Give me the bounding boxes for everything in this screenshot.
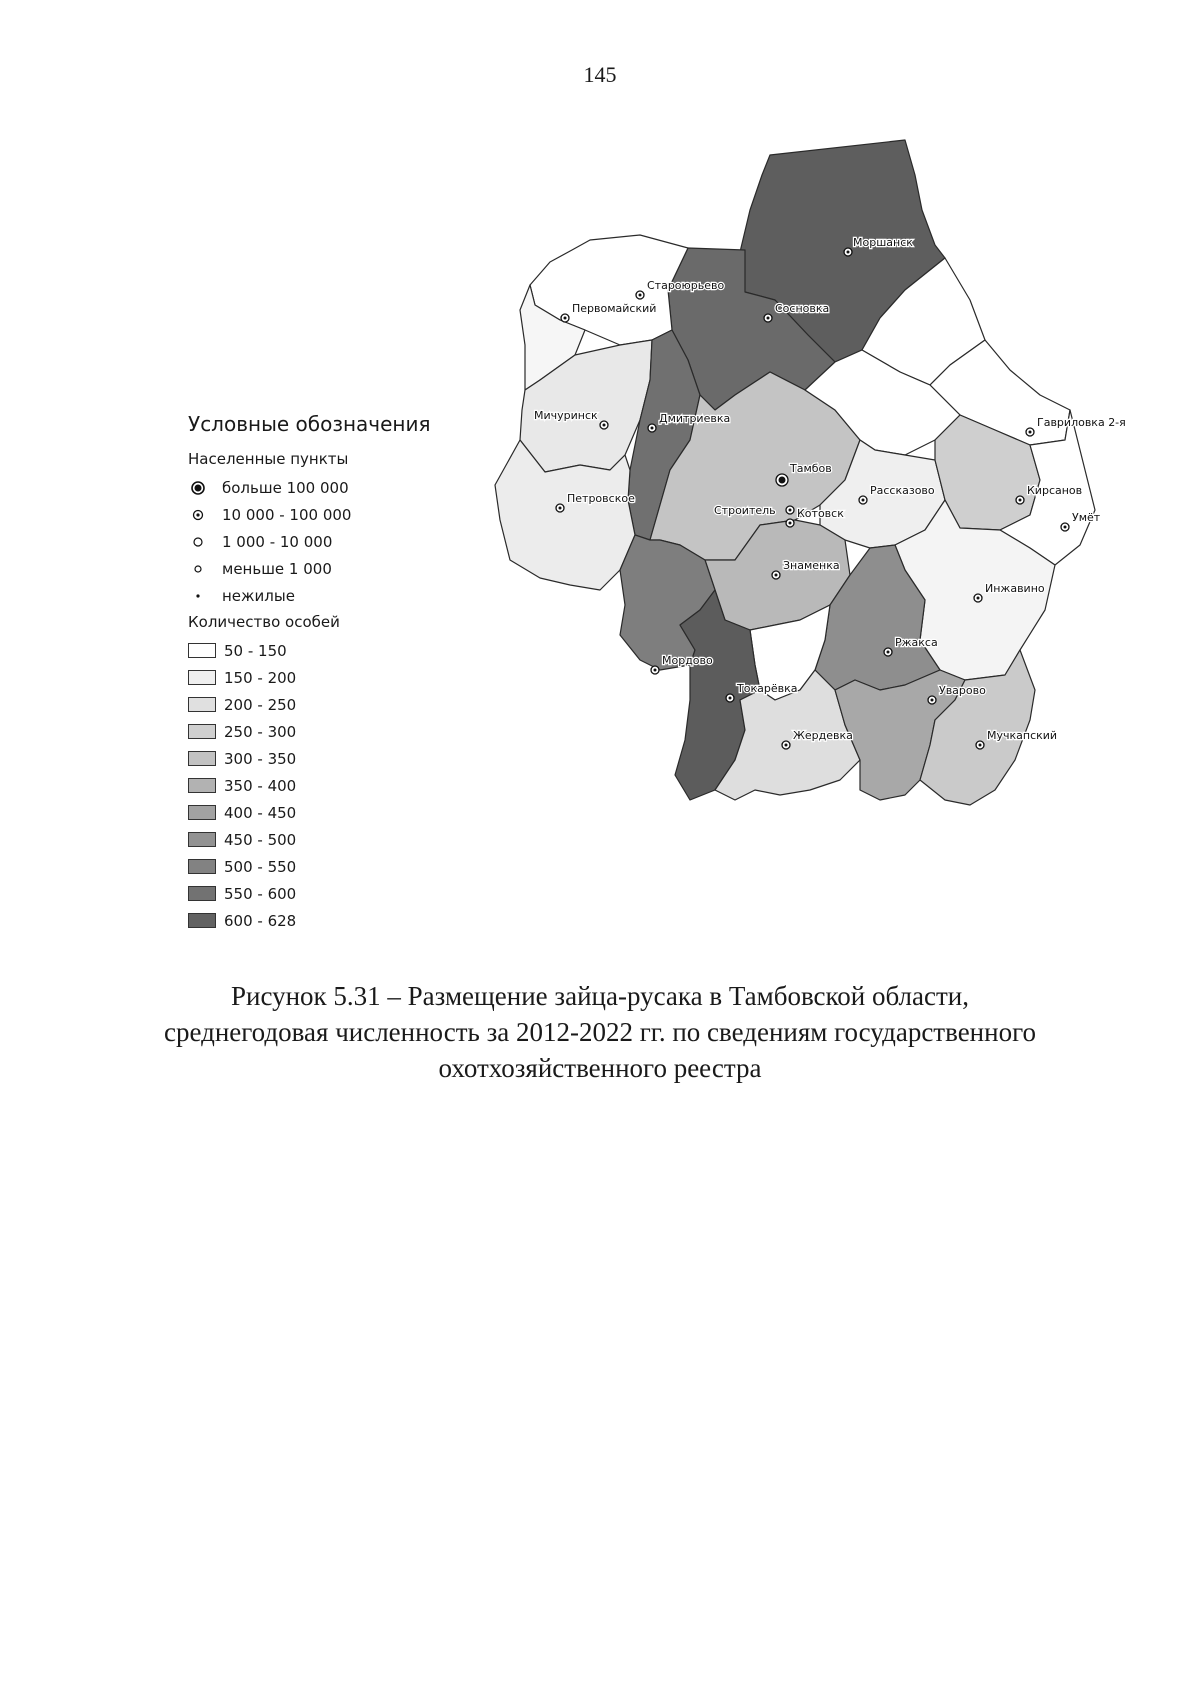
legend-class-label: 250 - 300 bbox=[224, 722, 297, 741]
legend-class-row bbox=[188, 691, 431, 718]
legend-class-label: 150 - 200 bbox=[224, 668, 297, 687]
town-label-stroitel: Строитель bbox=[714, 504, 776, 517]
legend-class-swatch bbox=[188, 697, 216, 712]
town-label-muchkap: Мучкапский bbox=[987, 729, 1058, 742]
caption-line-1: Рисунок 5.31 – Размещение зайца-русака в Тамбовской области, bbox=[231, 981, 969, 1011]
legend-class-row bbox=[188, 718, 431, 745]
town-label-rasskazovo: Рассказово bbox=[870, 484, 935, 497]
caption-line-2: среднегодовая численность за 2012-2022 гг. по сведениям государственного bbox=[164, 1017, 1036, 1047]
town-label-tokarevka: Токарёвка bbox=[737, 682, 798, 695]
town-label-inzhavino: Инжавино bbox=[985, 582, 1045, 595]
legend-settlement-label: 10 000 - 100 000 bbox=[222, 505, 352, 524]
legend-settlement-uninhabited bbox=[188, 582, 431, 609]
legend-class-row bbox=[188, 907, 431, 934]
legend-class-swatch bbox=[188, 751, 216, 766]
legend-class-swatch bbox=[188, 832, 216, 847]
town-label-mordovo: Мордово bbox=[662, 654, 713, 667]
map-legend bbox=[188, 412, 431, 934]
legend-settlements-title: Населенные пункты bbox=[188, 450, 349, 468]
legend-count-title: Количество особей bbox=[188, 613, 340, 631]
legend-class-label: 600 - 628 bbox=[224, 911, 297, 930]
town-label-petrovskoe: Петровское bbox=[567, 492, 635, 505]
legend-class-label: 500 - 550 bbox=[224, 857, 297, 876]
uninhabited-icon bbox=[188, 588, 208, 604]
legend-class-row bbox=[188, 664, 431, 691]
town-label-znamenka: Знаменка bbox=[783, 559, 840, 572]
legend-settlement-label: меньше 1 000 bbox=[222, 559, 332, 578]
legend-class-label: 200 - 250 bbox=[224, 695, 297, 714]
medium-town-icon bbox=[188, 507, 208, 523]
town-label-uvarovo: Уварово bbox=[939, 684, 986, 697]
legend-settlement-label: больше 100 000 bbox=[222, 478, 349, 497]
legend-settlement-label: 1 000 - 10 000 bbox=[222, 532, 333, 551]
legend-settlement-label: нежилые bbox=[222, 586, 295, 605]
legend-class-row bbox=[188, 772, 431, 799]
legend-settlement-large bbox=[188, 474, 431, 501]
figure-caption bbox=[100, 978, 1100, 1086]
town-label-umet: Умёт bbox=[1072, 511, 1101, 524]
large-city-icon bbox=[188, 480, 208, 496]
town-label-pervomaisky: Первомайский bbox=[572, 302, 657, 315]
legend-class-swatch bbox=[188, 778, 216, 793]
legend-class-swatch bbox=[188, 886, 216, 901]
legend-class-row bbox=[188, 799, 431, 826]
caption-line-3: охотхозяйственного реестра bbox=[438, 1053, 762, 1083]
legend-class-row bbox=[188, 745, 431, 772]
town-label-gavrilovka: Гавриловка 2-я bbox=[1037, 416, 1126, 429]
legend-class-row bbox=[188, 826, 431, 853]
legend-class-label: 400 - 450 bbox=[224, 803, 297, 822]
town-label-morshansk: Моршанск bbox=[853, 236, 913, 249]
town-label-staroyurevo: Староюрьево bbox=[647, 279, 725, 292]
town-label-kotovsk: Котовск bbox=[797, 507, 844, 520]
legend-class-label: 300 - 350 bbox=[224, 749, 297, 768]
small-town-icon bbox=[188, 534, 208, 550]
page-number: 145 bbox=[583, 62, 617, 87]
town-label-sosnovka: Сосновка bbox=[775, 302, 830, 315]
legend-class-label: 450 - 500 bbox=[224, 830, 297, 849]
legend-class-label: 350 - 400 bbox=[224, 776, 297, 795]
legend-class-row bbox=[188, 637, 431, 664]
legend-class-swatch bbox=[188, 670, 216, 685]
town-label-rzhaksa: Ржакса bbox=[895, 636, 938, 649]
legend-class-row bbox=[188, 853, 431, 880]
legend-class-label: 550 - 600 bbox=[224, 884, 297, 903]
town-label-dmitrievka: Дмитриевка bbox=[659, 412, 731, 425]
town-label-michurinsk: Мичуринск bbox=[534, 409, 598, 422]
legend-settlement-village bbox=[188, 555, 431, 582]
legend-class-label: 50 - 150 bbox=[224, 641, 287, 660]
legend-title: Условные обозначения bbox=[188, 412, 431, 436]
town-label-kirsanov: Кирсанов bbox=[1027, 484, 1083, 497]
legend-settlement-small bbox=[188, 528, 431, 555]
village-icon bbox=[188, 561, 208, 577]
town-label-tambov: Тамбов bbox=[790, 462, 832, 475]
legend-settlement-medium bbox=[188, 501, 431, 528]
town-label-zherdevka: Жердевка bbox=[793, 729, 853, 742]
legend-class-swatch bbox=[188, 805, 216, 820]
legend-classes bbox=[188, 637, 431, 934]
legend-class-row bbox=[188, 880, 431, 907]
legend-class-swatch bbox=[188, 859, 216, 874]
legend-class-swatch bbox=[188, 643, 216, 658]
legend-class-swatch bbox=[188, 724, 216, 739]
legend-class-swatch bbox=[188, 913, 216, 928]
